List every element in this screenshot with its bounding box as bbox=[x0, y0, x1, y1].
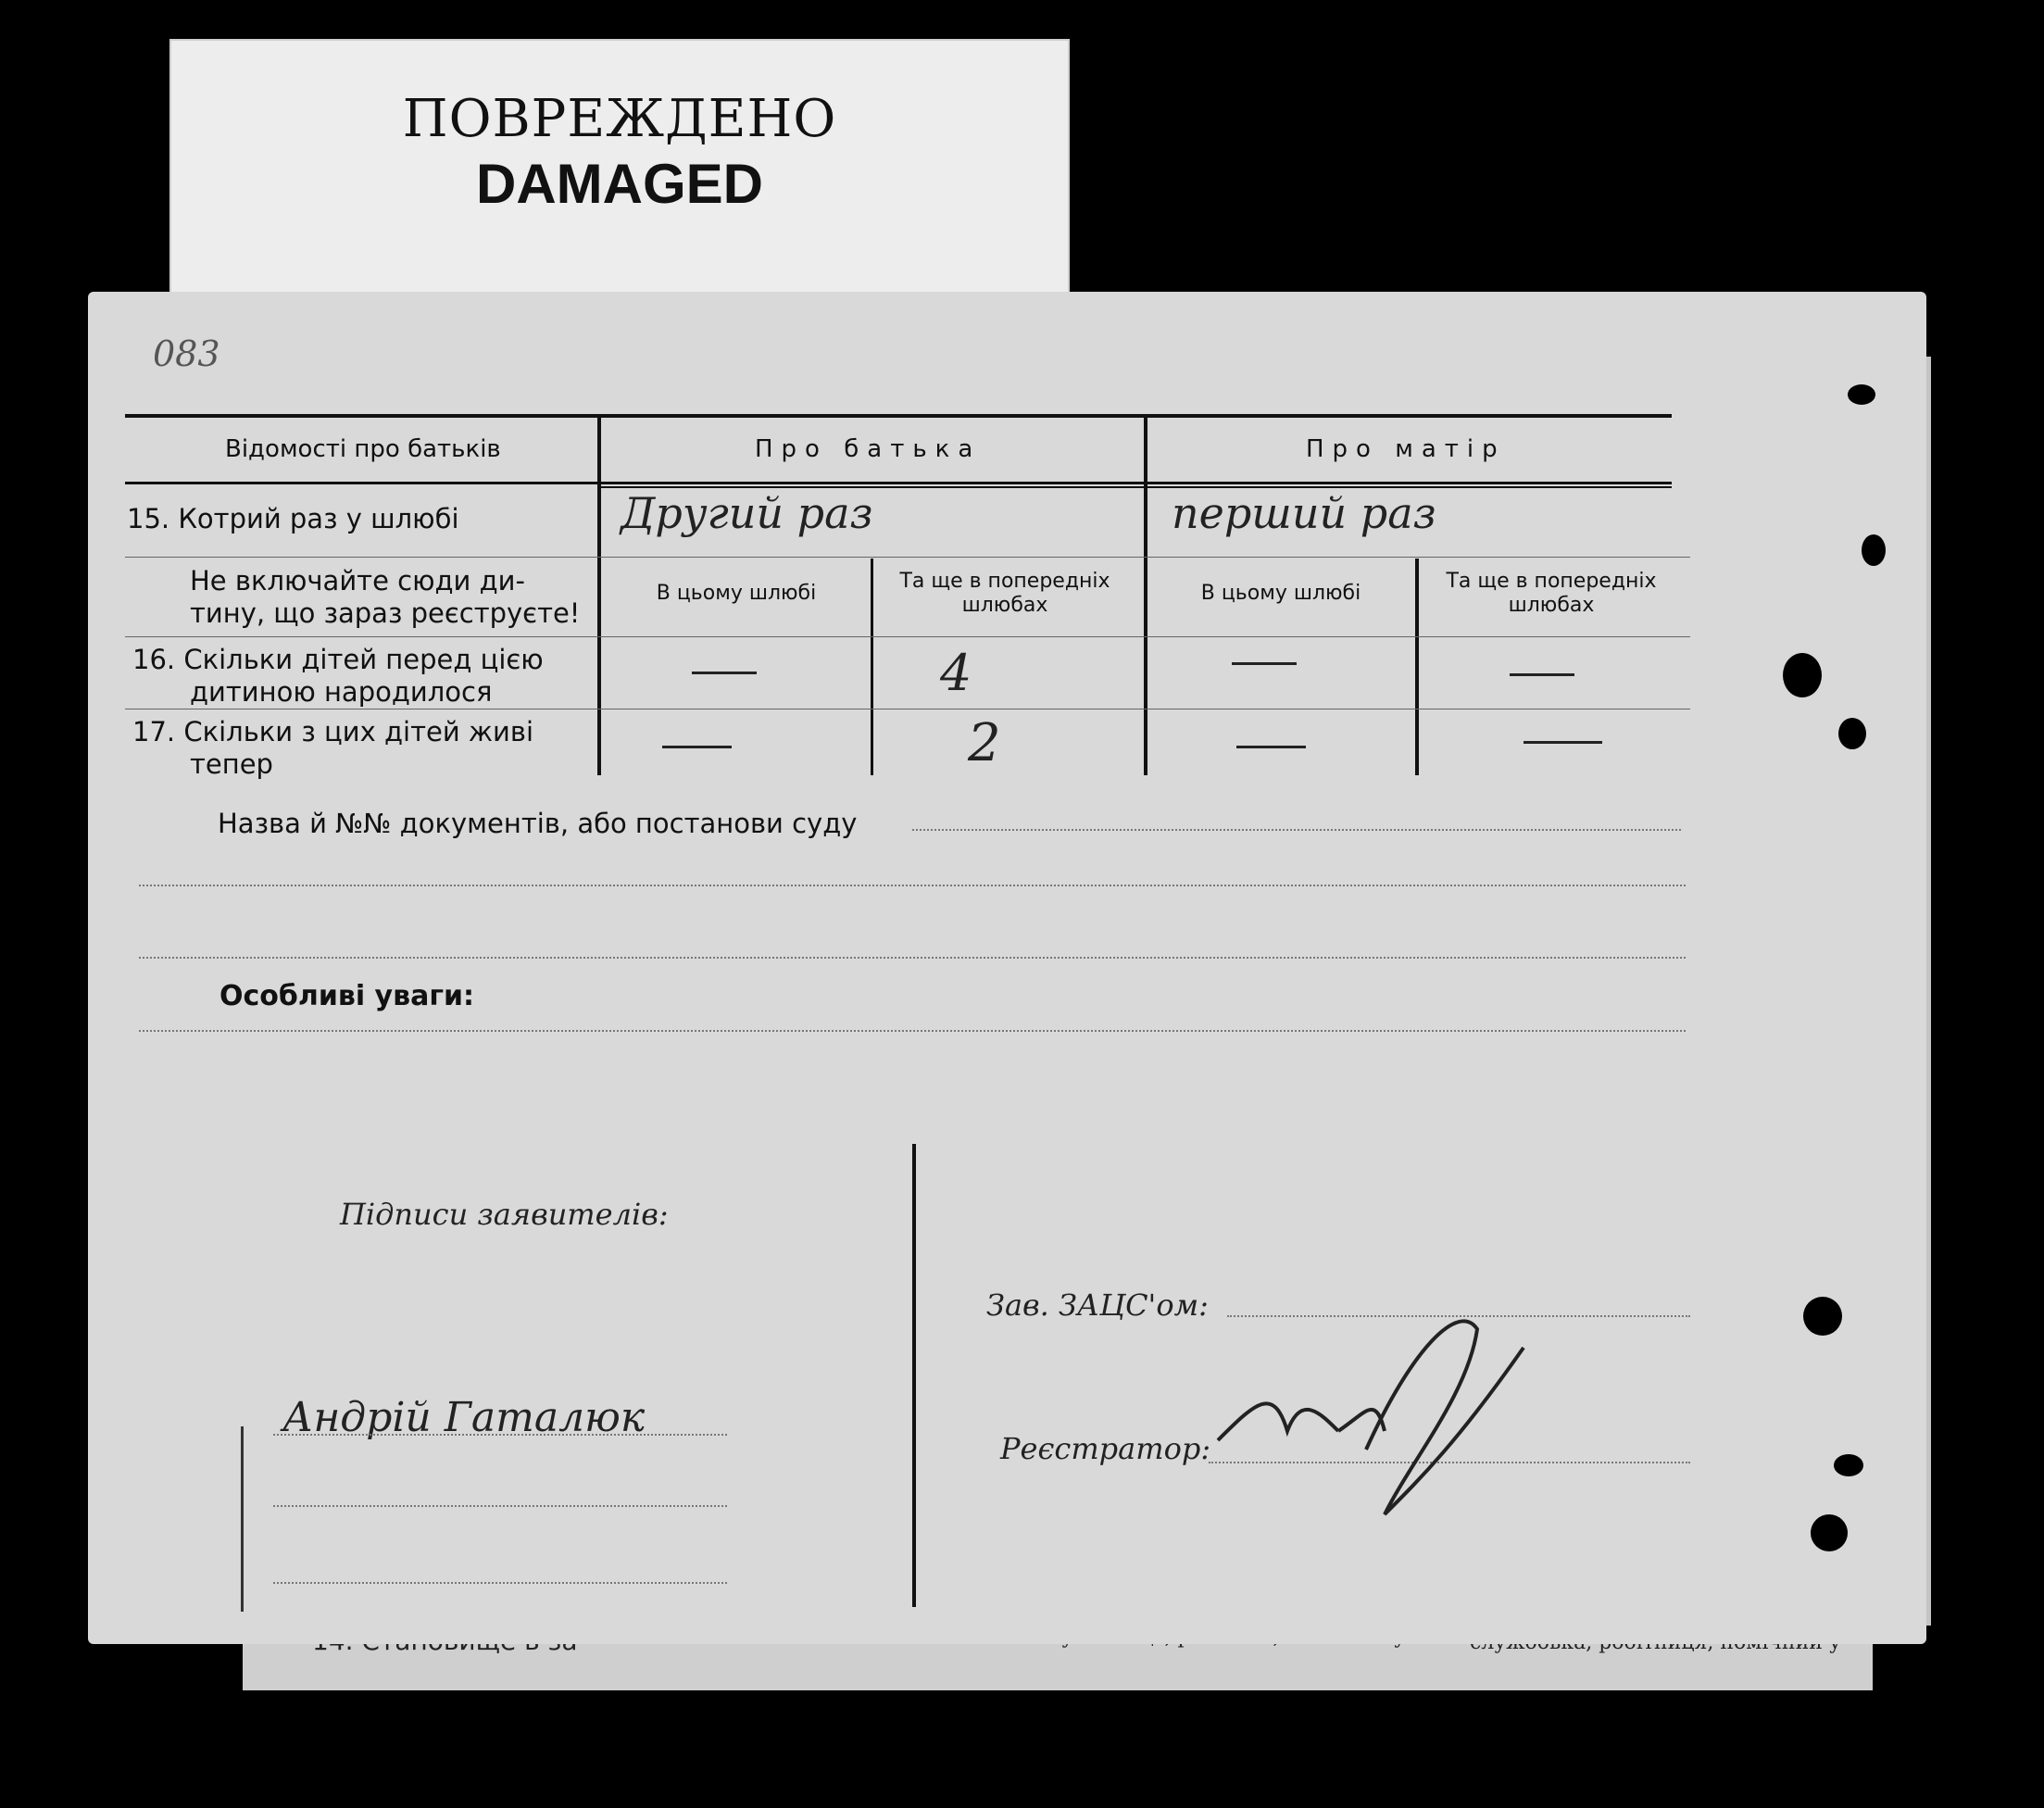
applicants-signatures-label: Підписи заявителів: bbox=[340, 1197, 669, 1232]
corner-mark: 083 bbox=[153, 333, 220, 374]
signature-divider bbox=[912, 1144, 916, 1607]
damage-hole bbox=[1783, 653, 1822, 697]
applicant-sig-line-3 bbox=[273, 1582, 727, 1584]
documents-line-2 bbox=[139, 885, 1686, 886]
applicant-sig-line-2 bbox=[273, 1505, 727, 1507]
mother-prev-header-line1: Та ще в попередніх bbox=[1446, 570, 1657, 593]
father-children-alive-prev: 2 bbox=[968, 713, 1001, 773]
documents-label: Назва й №№ документів, або постанови суду bbox=[218, 808, 858, 839]
table-sub-divider-father bbox=[871, 559, 873, 775]
father-children-this-dash bbox=[692, 672, 757, 674]
stamp-text-ru: ПОВРЕЖДЕНО bbox=[402, 89, 837, 149]
note-line-1: Не включайте сюди ди- bbox=[190, 565, 525, 596]
head-zags-label: Зав. ЗАЦС'ом: bbox=[986, 1287, 1209, 1323]
row-rule-15 bbox=[125, 557, 1690, 558]
header-about-mother: Про матір bbox=[1306, 435, 1506, 463]
header-parents-info: Відомості про батьків bbox=[225, 435, 501, 463]
damage-hole bbox=[1811, 1514, 1848, 1551]
father-children-prev: 4 bbox=[940, 644, 972, 702]
father-prev-header-line2: шлюбах bbox=[961, 594, 1048, 617]
registrar-signature-drawing bbox=[1199, 1292, 1588, 1533]
father-this-marriage-header: В цьому шлюбі bbox=[656, 582, 817, 605]
row-17-line-2: тепер bbox=[190, 748, 273, 780]
mother-alive-prev-dash bbox=[1524, 741, 1602, 744]
father-prev-header-line1: Та ще в попередніх bbox=[899, 570, 1110, 593]
table-col-divider-1 bbox=[597, 414, 601, 775]
row-16-line-1: 16. Скільки дітей перед цією bbox=[132, 644, 544, 675]
damage-hole bbox=[1848, 384, 1875, 405]
documents-line-1 bbox=[912, 829, 1681, 831]
applicant-bracket bbox=[241, 1426, 244, 1612]
mother-children-prev-dash bbox=[1510, 673, 1574, 676]
mother-alive-this-dash bbox=[1236, 746, 1306, 748]
damaged-stamp-card bbox=[169, 39, 1070, 307]
damage-hole bbox=[1838, 718, 1866, 749]
mother-this-marriage-header: В цьому шлюбі bbox=[1200, 582, 1361, 605]
special-notes-label: Особливі уваги: bbox=[219, 980, 475, 1012]
stamp-text-en: DAMAGED bbox=[476, 153, 763, 215]
mother-prev-marriages-header bbox=[1422, 570, 1681, 618]
applicant-sig-line-1 bbox=[273, 1434, 727, 1436]
mother-children-this-dash bbox=[1232, 662, 1297, 665]
table-sub-divider-mother bbox=[1415, 559, 1419, 775]
father-marriage-count: Другий раз bbox=[621, 488, 873, 538]
mother-marriage-count: перший раз bbox=[1172, 488, 1436, 538]
row-16-line-2: дитиною народилося bbox=[190, 676, 493, 708]
table-top-rule bbox=[125, 414, 1672, 418]
registrar-label: Реєстратор: bbox=[1000, 1431, 1211, 1466]
father-prev-marriages-header bbox=[875, 570, 1135, 618]
table-header-rule bbox=[125, 482, 1672, 484]
table-col-divider-2 bbox=[1144, 414, 1147, 775]
row-17-line-1: 17. Скільки з цих дітей живі bbox=[132, 716, 534, 747]
damage-hole bbox=[1834, 1454, 1863, 1476]
applicant-signature: Андрій Гаталюк bbox=[282, 1394, 646, 1441]
documents-line-3 bbox=[139, 957, 1686, 959]
damage-hole bbox=[1862, 534, 1886, 566]
mother-prev-header-line2: шлюбах bbox=[1508, 594, 1595, 617]
registration-form-page bbox=[88, 292, 1926, 1644]
note-line-2: тину, що зараз реєструєте! bbox=[190, 597, 581, 629]
special-notes-line bbox=[139, 1030, 1686, 1032]
father-alive-this-dash bbox=[662, 746, 732, 748]
row-15-label: 15. Котрий раз у шлюбі bbox=[127, 503, 459, 534]
row-rule-note bbox=[125, 636, 1690, 637]
damage-hole bbox=[1803, 1297, 1842, 1336]
header-about-father: Про батька bbox=[755, 435, 982, 463]
